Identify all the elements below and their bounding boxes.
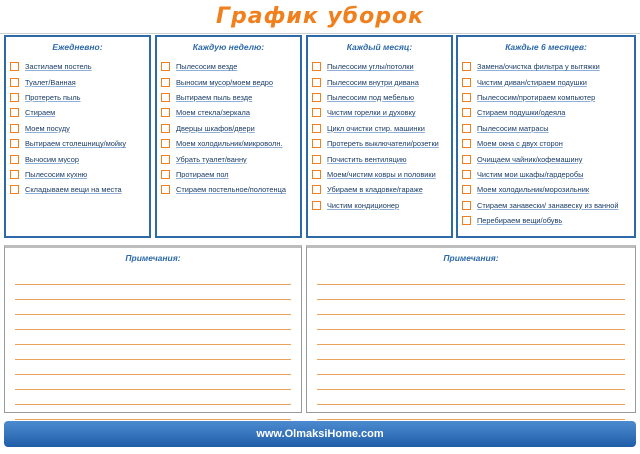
- panel-weekly: [155, 35, 302, 238]
- checkbox[interactable]: [462, 216, 471, 225]
- checklist-item-label: Пылесосим под мебелью: [327, 92, 415, 102]
- checklist: [458, 59, 634, 228]
- checklist-item-label: Вытираем пыль везде: [176, 92, 253, 102]
- checklist-item-label: Чистим кондиционер: [327, 200, 400, 210]
- checkbox[interactable]: [312, 139, 321, 148]
- checklist-item: [10, 182, 149, 197]
- notes-heading: Примечания:: [443, 253, 499, 263]
- checklist-item: [462, 213, 634, 228]
- checklist-item: [161, 59, 300, 74]
- checklist: [6, 59, 149, 198]
- checkbox[interactable]: [312, 170, 321, 179]
- checkbox[interactable]: [161, 108, 170, 117]
- checklist-item: [312, 167, 451, 182]
- note-line: [317, 330, 625, 345]
- checklist-item-label: Моем посуду: [25, 123, 70, 133]
- checklist-item: [10, 105, 149, 120]
- panel-heading: Каждую неделю:: [192, 42, 265, 52]
- checkbox[interactable]: [161, 124, 170, 133]
- checklist-item-label: Цикл очистки стир. машинки: [327, 123, 425, 133]
- checkbox[interactable]: [10, 185, 19, 194]
- checkbox[interactable]: [462, 62, 471, 71]
- note-line: [317, 360, 625, 375]
- checklist-item-label: Убрать туалет/ванну: [176, 154, 247, 164]
- checklist-item-label: Стираем постельное/полотенца: [176, 185, 286, 195]
- checkbox[interactable]: [312, 78, 321, 87]
- title-divider: [0, 33, 640, 34]
- checkbox[interactable]: [312, 124, 321, 133]
- checklist-item-label: Пылесосим кухню: [25, 169, 88, 179]
- checkbox[interactable]: [10, 108, 19, 117]
- checklist-item: [462, 167, 634, 182]
- checklist-item: [10, 90, 149, 105]
- checklist-item: [312, 151, 451, 166]
- note-line: [15, 360, 291, 375]
- checklist-item-label: Моем/чистим ковры и половики: [327, 169, 436, 179]
- checkbox[interactable]: [161, 170, 170, 179]
- checklist-item-label: Пылесосим везде: [176, 62, 238, 72]
- checkbox[interactable]: [462, 139, 471, 148]
- checklist-item-label: Моем холодильник/микроволн.: [176, 139, 283, 149]
- checkbox[interactable]: [10, 124, 19, 133]
- checkbox[interactable]: [161, 155, 170, 164]
- checklist-item: [462, 121, 634, 136]
- checklist-item-label: Моем стекла/зеркала: [176, 108, 250, 118]
- checkbox[interactable]: [462, 78, 471, 87]
- checklist-item: [462, 105, 634, 120]
- page-title: График уборок: [215, 4, 425, 29]
- checklist-item-label: Чистим мои шкафы/гардеробы: [477, 169, 584, 179]
- checklist-item: [312, 74, 451, 89]
- checklist-item-label: Чистим диван/стираем подушки: [477, 77, 587, 87]
- checklist-item: [462, 59, 634, 74]
- note-line: [15, 285, 291, 300]
- note-line: [317, 345, 625, 360]
- checklist-item-label: Стираем подушки/одеяла: [477, 108, 566, 118]
- checklist-item: [10, 167, 149, 182]
- checklist-item-label: Перебираем вещи/обувь: [477, 216, 563, 226]
- checklist-item: [462, 198, 634, 213]
- checklist-item-label: Стираем занавески/ занавеску из ванной: [477, 200, 619, 210]
- checkbox[interactable]: [462, 108, 471, 117]
- checkbox[interactable]: [10, 155, 19, 164]
- checklist-item-label: Протереть пыль: [25, 92, 81, 102]
- checkbox[interactable]: [10, 93, 19, 102]
- note-line: [317, 405, 625, 420]
- panel-daily: [4, 35, 151, 238]
- checkbox[interactable]: [161, 93, 170, 102]
- checklist-item: [161, 105, 300, 120]
- checklist-item-label: Чистим горелки и духовку: [327, 108, 416, 118]
- checklist-item-label: Вытираем столешницу/мойку: [25, 139, 127, 149]
- checklist-item: [161, 74, 300, 89]
- checklist-item: [462, 151, 634, 166]
- checklist-item-label: Складываем вещи на места: [25, 185, 122, 195]
- checklist-item-label: Пылесосим/протираем компьютер: [477, 92, 596, 102]
- checklist-item: [10, 74, 149, 89]
- checklist: [308, 59, 451, 213]
- notes-heading: Примечания:: [125, 253, 181, 263]
- note-line: [15, 345, 291, 360]
- checkbox[interactable]: [462, 185, 471, 194]
- panel-six-months: [456, 35, 636, 238]
- checklist-item-label: Дверцы шкафов/двери: [176, 123, 255, 133]
- note-line: [317, 285, 625, 300]
- panel-monthly: [306, 35, 453, 238]
- checklist-item: [161, 121, 300, 136]
- checklist-item: [462, 74, 634, 89]
- note-line: [15, 300, 291, 315]
- checkbox[interactable]: [10, 78, 19, 87]
- checklist-item: [312, 121, 451, 136]
- checkbox[interactable]: [462, 155, 471, 164]
- checkbox[interactable]: [10, 62, 19, 71]
- note-line: [15, 405, 291, 420]
- checklist-item-label: Протираем пол: [176, 169, 229, 179]
- checkbox[interactable]: [462, 124, 471, 133]
- checkbox[interactable]: [161, 185, 170, 194]
- note-line: [317, 300, 625, 315]
- checklist-item-label: Пылесосим углы/потолки: [327, 62, 414, 72]
- checklist-item-label: Замена/очистка фильтра у вытяжки: [477, 62, 600, 72]
- note-line: [15, 375, 291, 390]
- checklist-item-label: Застилаем постель: [25, 62, 92, 72]
- checklist-item: [10, 136, 149, 151]
- note-line: [317, 270, 625, 285]
- note-line: [15, 330, 291, 345]
- checkbox[interactable]: [10, 139, 19, 148]
- checklist-item-label: Выносим мусор/моем ведро: [176, 77, 273, 87]
- checklist-item-label: Пылесосим внутри дивана: [327, 77, 419, 87]
- checklist-item: [462, 136, 634, 151]
- checklist-item: [462, 182, 634, 197]
- checklist-item-label: Почистить вентиляцию: [327, 154, 407, 164]
- checklist-item: [312, 90, 451, 105]
- checkbox[interactable]: [312, 93, 321, 102]
- checklist-item: [462, 90, 634, 105]
- checklist: [157, 59, 300, 198]
- note-line: [317, 315, 625, 330]
- note-lines: [15, 270, 291, 420]
- checklist-item: [312, 182, 451, 197]
- panel-heading: Ежедневно:: [52, 42, 103, 52]
- panel-heading: Каждый месяц:: [346, 42, 413, 52]
- checkbox[interactable]: [10, 170, 19, 179]
- checkbox[interactable]: [312, 155, 321, 164]
- note-line: [15, 390, 291, 405]
- checklist-item: [161, 151, 300, 166]
- checkbox[interactable]: [312, 108, 321, 117]
- checklist-item-label: Пылесосим матрасы: [477, 123, 549, 133]
- notes-panel-left: [4, 245, 302, 413]
- checklist-item-label: Моем холодильник/морозильник: [477, 185, 590, 195]
- checkbox[interactable]: [462, 93, 471, 102]
- notes-panel-right: [306, 245, 636, 413]
- checklist-item-label: Протереть выключатели/розетки: [327, 139, 439, 149]
- checklist-item: [312, 136, 451, 151]
- checklist-item: [161, 167, 300, 182]
- note-line: [317, 390, 625, 405]
- checklist-item: [312, 59, 451, 74]
- checkbox[interactable]: [161, 139, 170, 148]
- checklist-item-label: Стираем: [25, 108, 56, 118]
- panel-heading: Каждые 6 месяцев:: [505, 42, 587, 52]
- checklist-item: [312, 198, 451, 213]
- checkbox[interactable]: [312, 201, 321, 210]
- checklist-item-label: Вычосим мусор: [25, 154, 79, 164]
- footer-website[interactable]: www.OlmaksiHome.com: [4, 421, 636, 447]
- checkbox[interactable]: [462, 170, 471, 179]
- checklist-item-label: Туалет/Ванная: [25, 77, 76, 87]
- checklist-item-label: Моем окна с двух сторон: [477, 139, 563, 149]
- note-lines: [317, 270, 625, 420]
- checklist-item: [161, 136, 300, 151]
- checklist-item: [161, 90, 300, 105]
- checkbox[interactable]: [161, 62, 170, 71]
- checklist-item-label: Убираем в кладовке/гараже: [327, 185, 423, 195]
- checkbox[interactable]: [161, 78, 170, 87]
- checklist-item: [10, 59, 149, 74]
- checklist-item: [10, 151, 149, 166]
- checkbox[interactable]: [312, 62, 321, 71]
- checklist-item: [161, 182, 300, 197]
- checklist-item-label: Очищаем чайник/кофемашину: [477, 154, 583, 164]
- checkbox[interactable]: [312, 185, 321, 194]
- checklist-item: [10, 121, 149, 136]
- note-line: [15, 315, 291, 330]
- note-line: [317, 375, 625, 390]
- checkbox[interactable]: [462, 201, 471, 210]
- checklist-item: [312, 105, 451, 120]
- note-line: [15, 270, 291, 285]
